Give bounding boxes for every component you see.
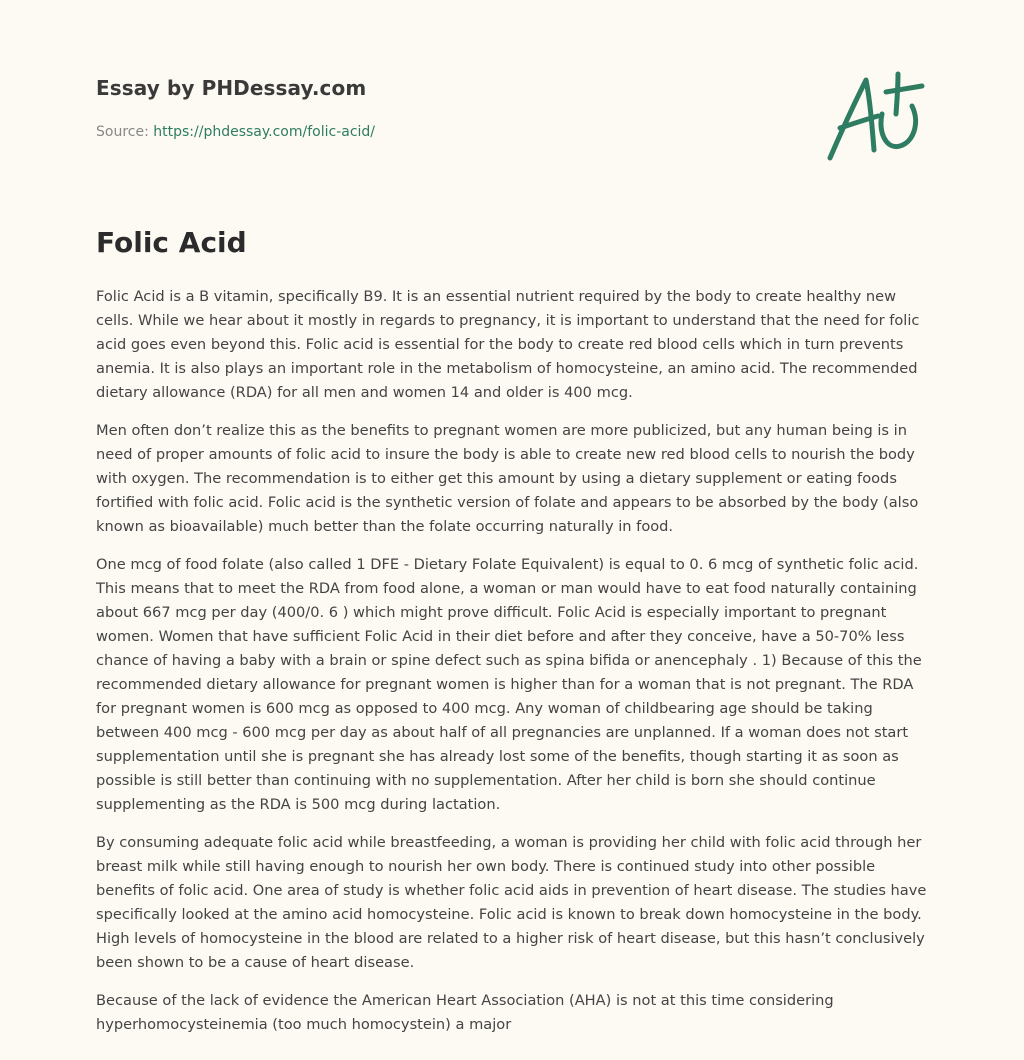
paragraph: Because of the lack of evidence the American Heart Association (AHA) is not at this time considering hyperhomocysteinemia (too much homocystein) a major (96, 992, 834, 1033)
paragraph: Men often don’t realize this as the benefits to pregnant women are more publicized, but any human being is in need of proper amounts of folic acid to insure the body is able to create new red blood cells to nourish the body with oxygen. The recommendation is to either get this amount by using a dietary supplement or eating foods fortified with folic acid. Folic acid is the synthetic version of folate and appears to be absorbed by the body (also known as bioavailable) much better than the folate occurring naturally in food. (96, 422, 919, 535)
source-label: Source: (96, 124, 154, 140)
source-line (96, 124, 375, 140)
a-plus-logo-icon (826, 70, 926, 162)
site-brand: Essay by PHDessay.com (96, 76, 367, 100)
essay-title: Folic Acid (96, 226, 247, 259)
paragraph: By consuming adequate folic acid while breastfeeding, a woman is providing her child with folic acid through her breast milk while still having enough to nourish her own body. There is continued study into other possible benefits of folic acid. One area of study is whether folic acid aids in prevention of heart disease. The studies have specifically looked at the amino acid homocysteine. Folic acid is known to break down homocysteine in the body. High levels of homocysteine in the blood are related to a higher risk of heart disease, but this hasn’t conclusively been shown to be a cause of heart disease. (96, 834, 927, 971)
essay-body (96, 285, 928, 1051)
paragraph: Folic Acid is a B vitamin, specifically B9. It is an essential nutrient required by the body to create healthy new cells. While we hear about it mostly in regards to pregnancy, it is important to understand that the need for folic acid goes even beyond this. Folic acid is essential for the body to create red blood cells which in turn prevents anemia. It is also plays an important role in the metabolism of homocysteine, an amino acid. The recommended dietary allowance (RDA) for all men and women 14 and older is 400 mcg. (96, 288, 920, 401)
paragraph: One mcg of food folate (also called 1 DFE - Dietary Folate Equivalent) is equal to 0. 6 mcg of synthetic folic acid. This means that to meet the RDA from food alone, a woman or man would have to eat food naturally containing about 667 mcg per day (400/0. 6 ) which might prove difficult. Folic Acid is especially important to pregnant women. Women that have sufficient Folic Acid in their diet before and after they conceive, have a 50-70% less chance of having a baby with a brain or spine defect such as spina bifida or anencephaly . 1) Because of this the recommended dietary allowance for pregnant women is higher than for a woman that is not pregnant. The RDA for pregnant women is 600 mcg as opposed to 400 mcg. Any woman of childbearing age should be taking between 400 mcg - 600 mcg per day as about half of all pregnancies are unplanned. If a woman does not start supplementation until she is pregnant she has already lost some of the benefits, though starting it as soon as possible is still better than continuing with no supplementation. After her child is born she should continue supplementing as the RDA is 500 mcg during lactation. (96, 556, 922, 813)
source-link[interactable]: https://phdessay.com/folic-acid/ (153, 124, 376, 140)
